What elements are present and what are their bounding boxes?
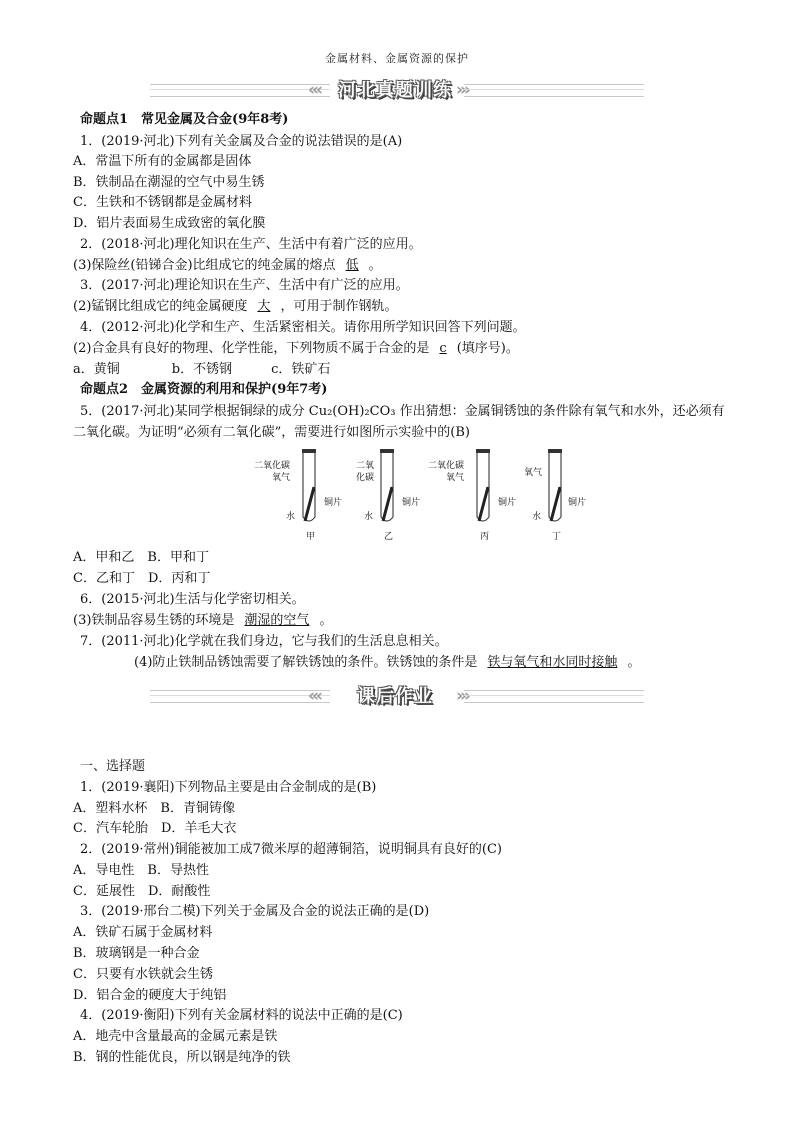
liquid-label: 水 xyxy=(286,512,296,522)
gas-label: 氧气 xyxy=(272,473,291,483)
question-stem-cont: 二氧化碳。为证明“必须有二氧化碳”，需要进行如图所示实验中的(B) xyxy=(73,425,470,440)
option: C．只要有水铁就会生锈 xyxy=(73,967,213,982)
metal-label: 铜片 xyxy=(324,498,343,508)
option: A．常温下所有的金属都是固体 xyxy=(73,154,252,169)
option: B．钢的性能优良，所以钢是纯净的铁 xyxy=(73,1050,291,1065)
stopper xyxy=(476,449,490,453)
copper-sheet xyxy=(479,487,488,521)
question-stem: 7．(2011·河北)化学就在我们身边，它与我们的生活息息相关。 xyxy=(80,634,448,649)
test-tube-ding xyxy=(524,449,586,542)
question-stem: 6．(2015·河北)生活与化学密切相关。 xyxy=(80,592,305,607)
tube-name: 丁 xyxy=(552,532,562,542)
sub-question-end: 。 xyxy=(319,613,333,628)
sub-question-end: (填序号)。 xyxy=(456,341,519,356)
banner-rule-right xyxy=(464,690,644,703)
sub-question-end: 。 xyxy=(627,655,641,670)
chevron-left-icon: ‹‹‹ xyxy=(308,686,321,706)
question-stem: 2．(2018·河北)理化知识在生产、生活中有着广泛的应用。 xyxy=(80,237,422,252)
banner-rule-left xyxy=(150,84,330,97)
test-tube-yi xyxy=(356,449,420,542)
tube-name: 乙 xyxy=(384,532,394,542)
banner-title: 课后作业 xyxy=(357,686,433,707)
sub-question xyxy=(73,297,754,317)
gas-label: 二氧 xyxy=(356,461,375,471)
option: B．玻璃钢是一种合金 xyxy=(73,946,200,961)
stopper xyxy=(380,449,394,453)
option-row: C．乙和丁 D．丙和丁 xyxy=(73,571,211,586)
option-row: A．导电性 B．导热性 xyxy=(73,863,209,878)
sub-question-text: (2)锰钢比组成它的纯金属硬度 xyxy=(73,299,248,314)
sub-question xyxy=(73,339,754,359)
option: B．铁制品在潮湿的空气中易生锈 xyxy=(73,175,265,190)
metal-label: 铜片 xyxy=(402,498,421,508)
option: C．生铁和不锈钢都是金属材料 xyxy=(73,195,252,210)
sub-question xyxy=(73,256,754,276)
chevron-right-icon: ››› xyxy=(456,686,469,706)
option: A．铁矿石属于金属材料 xyxy=(73,925,213,940)
test-tube-jia xyxy=(254,449,342,542)
option: D．铝合金的硬度大于纯铝 xyxy=(73,988,227,1003)
gas-label: 氧气 xyxy=(446,473,465,483)
sub-question-text: (2)合金具有良好的物理、化学性能，下列物质不属于合金的是 xyxy=(73,341,430,356)
answer-blank: 大 xyxy=(257,299,271,314)
sub-question xyxy=(73,611,754,631)
copper-sheet xyxy=(305,487,314,521)
liquid-label: 水 xyxy=(532,512,542,522)
question-stem: 1．(2019·河北)下列有关金属及合金的说法错误的是(A) xyxy=(80,134,403,149)
option-row: a．黄铜 b．不锈钢 c．铁矿石 xyxy=(73,362,331,377)
question-stem: 5．(2017·河北)某同学根据铜绿的成分 Cu₂(OH)₂CO₃ 作出猜想：金属铜锈蚀的条件除有氧气和水外，还必须有 xyxy=(80,404,725,419)
tube-name: 丙 xyxy=(480,532,490,542)
liquid-label: 水 xyxy=(364,512,374,522)
option-row: A．甲和乙 B．甲和丁 xyxy=(73,550,209,565)
question-stem: 2．(2019·常州)铜能被加工成7微米厚的超薄铜箔，说明铜具有良好的(C) xyxy=(80,842,502,857)
question-stem: 3．(2017·河北)理论知识在生产、生活中有广泛的应用。 xyxy=(80,278,409,293)
copper-sheet xyxy=(383,487,392,521)
answer-blank: 潮湿的空气 xyxy=(244,613,310,628)
option-row: A．塑料水杯 B．青铜铸像 xyxy=(73,801,235,816)
chevron-left-icon: ‹‹‹ xyxy=(308,80,321,100)
question-stem: 3．(2019·邢台二模)下列关于金属及合金的说法正确的是(D) xyxy=(80,904,430,919)
metal-label: 铜片 xyxy=(568,498,587,508)
stopper xyxy=(302,449,316,453)
topic-heading: 命题点2 金属资源的利用和保护(9年7考) xyxy=(80,382,328,397)
answer-blank: 低 xyxy=(345,258,359,273)
answer-blank: 铁与氧气和水同时接触 xyxy=(487,655,618,670)
test-tube-diagram xyxy=(254,447,587,547)
sub-question-end: ，可用于制作钢轨。 xyxy=(280,299,398,314)
test-tube-bing xyxy=(428,449,516,542)
banner-hebei xyxy=(150,78,644,104)
answer-blank: c xyxy=(439,341,447,356)
banner-homework xyxy=(150,684,644,710)
sub-question-text: (3)铁制品容易生锈的环境是 xyxy=(73,613,235,628)
gas-label: 化碳 xyxy=(356,473,375,483)
banner-rule-left xyxy=(150,690,330,703)
sub-question-text: (3)保险丝(铅锑合金)比组成它的纯金属的熔点 xyxy=(73,258,336,273)
section-title: 一、选择题 xyxy=(80,759,146,774)
question-stem: 4．(2012·河北)化学和生产、生活紧密相关。请你用所学知识回答下列问题。 xyxy=(80,320,526,335)
sub-question-text: (4)防止铁制品锈蚀需要了解铁锈蚀的条件。铁锈蚀的条件是 xyxy=(134,655,478,670)
sub-question-end: 。 xyxy=(368,258,382,273)
copper-sheet xyxy=(551,487,560,521)
gas-label: 氧气 xyxy=(524,468,543,478)
topic-heading: 命题点1 常见金属及合金(9年8考) xyxy=(80,112,289,127)
chevron-right-icon: ››› xyxy=(456,80,469,100)
option-row: C．延展性 D．耐酸性 xyxy=(73,884,211,899)
sub-question xyxy=(134,653,754,673)
option: D．铝片表面易生成致密的氧化膜 xyxy=(73,216,266,231)
metal-label: 铜片 xyxy=(498,498,517,508)
gas-label: 二氧化碳 xyxy=(254,461,291,471)
stopper xyxy=(548,449,562,453)
banner-rule-right xyxy=(464,84,644,97)
banner-title: 河北真题训练 xyxy=(338,80,452,101)
question-stem: 1．(2019·襄阳)下列物品主要是由合金制成的是(B) xyxy=(80,780,377,795)
option-row: C．汽车轮胎 D．羊毛大衣 xyxy=(73,821,237,836)
question-stem: 4．(2019·衡阳)下列有关金属材料的说法中正确的是(C) xyxy=(80,1008,403,1023)
running-header: 金属材料、金属资源的保护 xyxy=(325,52,469,65)
gas-label: 二氧化碳 xyxy=(428,461,465,471)
test-tube-figure xyxy=(254,447,587,547)
option: A．地壳中含量最高的金属元素是铁 xyxy=(73,1029,278,1044)
tube-name: 甲 xyxy=(306,532,316,542)
